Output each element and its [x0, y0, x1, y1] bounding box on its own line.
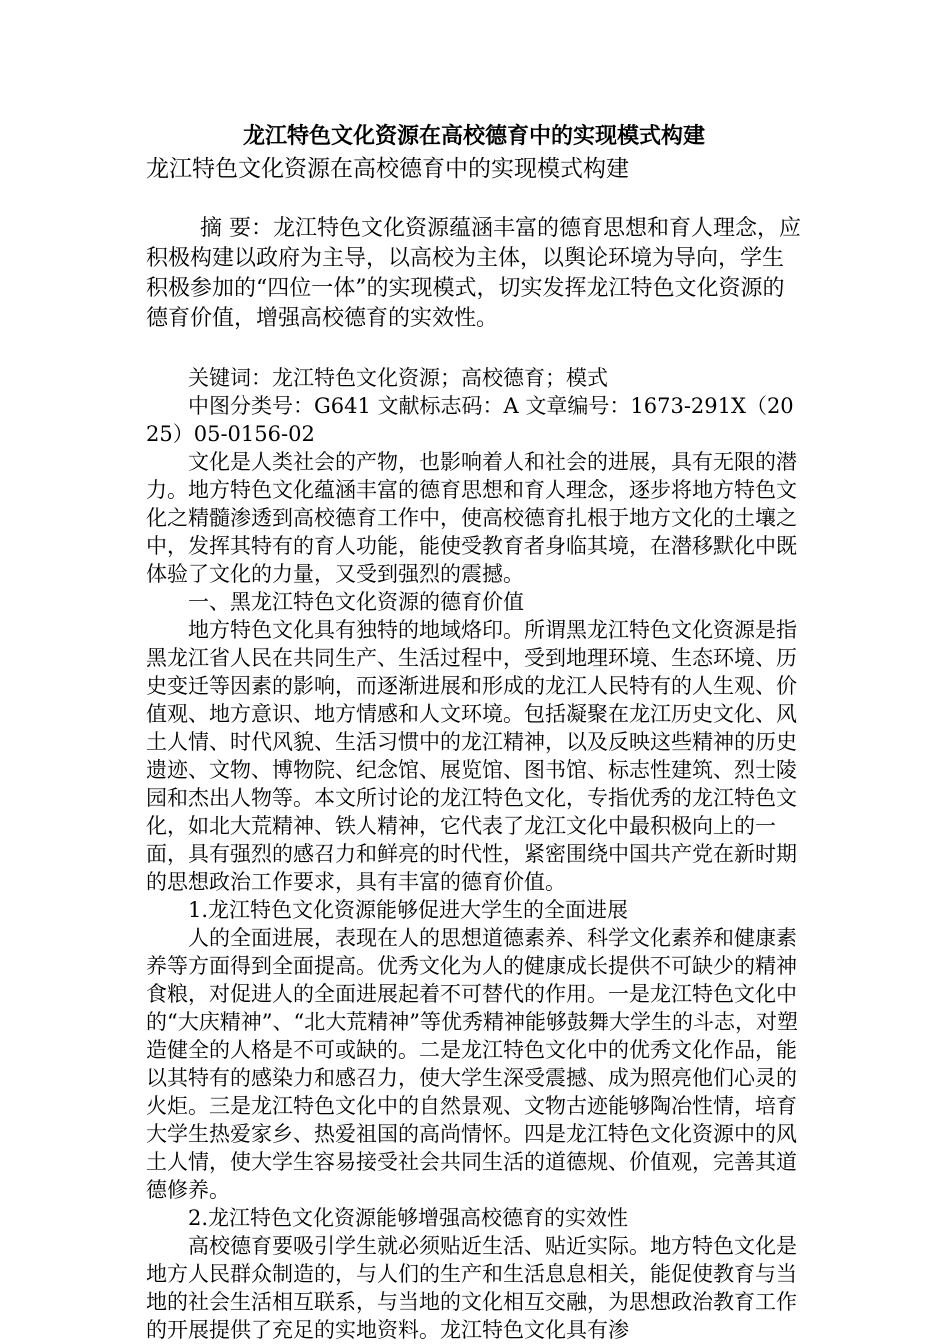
body-paragraph: 人的全面进展，表现在人的思想道德素养、科学文化素养和健康素养等方面得到全面提高。优秀文化为人的健康成长提供不可缺少的精神食粮，对促进人的全面进展起着不可替代的作用。一是龙江特色文化中的“大庆精神”、“北大荒精神”等优秀精神能够鼓舞大学生的斗志，对塑造健全的人格是不可或缺的。二是龙江特色文化中的优秀文化作品，能以其特有的感染力和感召力，使大学生深受震撼、成为照亮他们心灵的火炬。三是龙江特色文化中的自然景观、文物古迹能够陶冶性情，培育大学生热爱家乡、热爱祖国的高尚情怀。四是龙江特色文化资源中的风土人情，使大学生容易接受社会共同生活的道德规、价值观，完善其道德修养。	[146, 926, 798, 1202]
spacer	[146, 334, 802, 364]
document-page	[146, 118, 802, 1344]
abstract: 摘 要：龙江特色文化资源蕴涵丰富的德育思想和育人理念，应积极构建以政府为主导，以高校为主体，以舆论环境为导向，学生积极参加的“四位一体”的实现模式，切实发挥龙江特色文化资源的德育价值，增强高校德育的实效性。	[146, 216, 801, 331]
section-heading: 一、黑龙江特色文化资源的德育价值	[188, 590, 524, 614]
keywords: 关键词：龙江特色文化资源；高校德育；模式	[188, 366, 608, 390]
document-title: 龙江特色文化资源在高校德育中的实现模式构建	[242, 123, 705, 149]
body-paragraph: 地方特色文化具有独特的地域烙印。所谓黑龙江特色文化资源是指黑龙江省人民在共同生产、生活过程中，受到地理环境、生态环境、历史变迁等因素的影响，而逐渐进展和形成的龙江人民特有的人生观、价值观、地方意识、地方情感和人文环境。包括凝聚在龙江历史文化、风土人情、时代风貌、生活习惯中的龙江精神，以及反映这些精神的历史遗迹、文物、博物院、纪念馆、展览馆、图书馆、标志性建筑、烈士陵园和杰出人物等。本文所讨论的龙江特色文化，专指优秀的龙江特色文化，如北大荒精神、铁人精神，它代表了龙江文化中最积极向上的一面，具有强烈的感召力和鲜亮的时代性，紧密围绕中国共产党在新时期的思想政治工作要求，具有丰富的德育价值。	[146, 618, 797, 894]
subsection-heading: 2.龙江特色文化资源能够增强高校德育的实效性	[188, 1206, 629, 1230]
document-subtitle: 龙江特色文化资源在高校德育中的实现模式构建	[146, 156, 629, 182]
body-paragraph: 高校德育要吸引学生就必须贴近生活、贴近实际。地方特色文化是地方人民群众制造的，与人们的生产和生活息息相关，能促使教育与当地的社会生活相互联系，与当地的文化相互交融，为思想政治教育工作的开展提供了充足的实地资料。龙江特色文化具有渗	[146, 1234, 797, 1342]
classification-info: 中图分类号：G641 文献标志码：A 文章编号：1673-291X（2025）05-0156-02	[146, 394, 794, 446]
subsection-heading: 1.龙江特色文化资源能够促进大学生的全面进展	[188, 898, 629, 922]
body-paragraph: 文化是人类社会的产物，也影响着人和社会的进展，具有无限的潜力。地方特色文化蕴涵丰富的德育思想和育人理念，逐步将地方特色文化之精髓渗透到高校德育工作中，使高校德育扎根于地方文化的土壤之中，发挥其特有的育人功能，能使受教育者身临其境，在潜移默化中既体验了文化的力量，又受到强烈的震撼。	[146, 450, 797, 586]
